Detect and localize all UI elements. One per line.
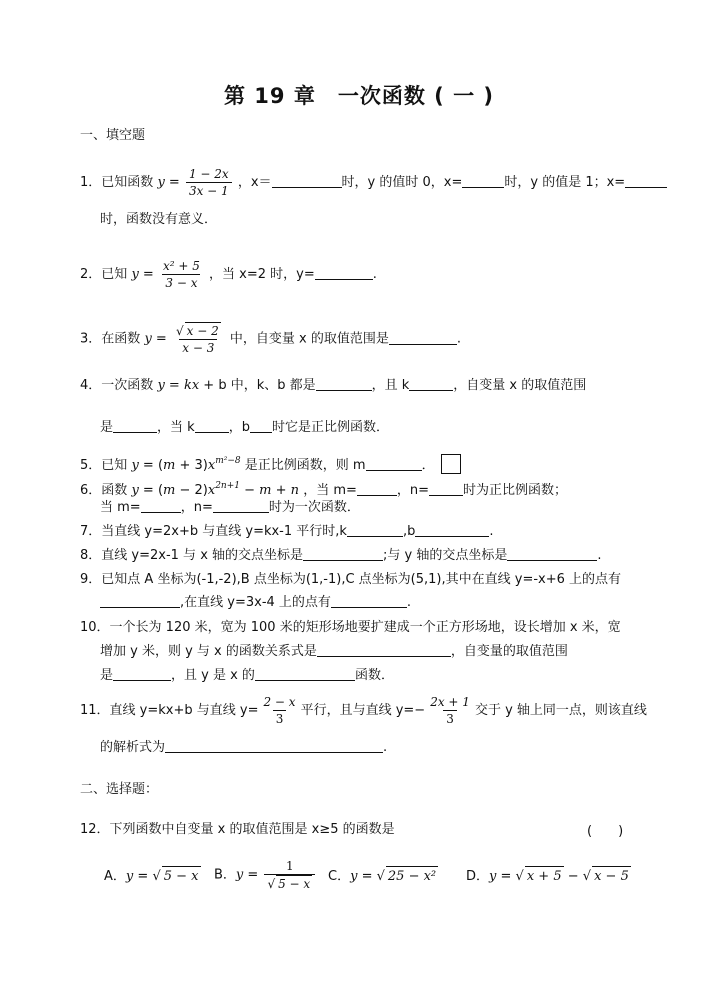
question-3: 3．在函数 y = $\frac{√ x - 2}{x - 3}$ 中，自变量 x 的取值范围是 .: [80, 324, 461, 355]
answer-blank[interactable]: [429, 481, 463, 496]
answer-blank[interactable]: [357, 481, 397, 496]
question-10: 10．一个长为 120 米，宽为 100 米的矩形场地要扩建成一个正方形场地，设长增加 x 米，宽: [80, 620, 621, 635]
question-4: 4．一次函数 y = kx + b 中，k、b 都是 ，且 k ，自变量 x 的取值范围: [80, 378, 587, 393]
fraction: $\frac{√ x - 2}{x - 3}$: [175, 324, 219, 355]
answer-blank[interactable]: [250, 418, 272, 433]
answer-blank[interactable]: [303, 546, 383, 561]
answer-blank[interactable]: [366, 456, 422, 471]
option-d[interactable]: D．y = √ x + 5 − √ x − 5: [466, 866, 631, 887]
option-a[interactable]: A．y = √ 5 − x: [104, 866, 201, 887]
question-10-cont: 增加 y 米，则 y 与 x 的函数关系式是 ，自变量的取值范围: [100, 644, 568, 659]
question-1: 1．已知函数 y = $\frac{1 - 2x}{3x - 1}$ ，x＝ 时，y 的值时 0，x= 时，y 的值是 1；x=: [80, 166, 667, 199]
question-6-cont: 当 m= ，n= 时为一次函数．: [100, 500, 360, 515]
question-8: 8．直线 y=2x-1 与 x 轴的交点坐标是 ;与 y 轴的交点坐标是 .: [80, 548, 602, 563]
answer-blank[interactable]: [625, 173, 667, 188]
question-9-cont: ,在直线 y=3x-4 上的点有 .: [100, 593, 411, 613]
answer-blank[interactable]: [507, 546, 597, 561]
question-11-cont: 的解析式为 .: [100, 740, 388, 755]
question-4-cont: 是 ，当 k ，b 时它是正比例函数．: [100, 420, 389, 435]
answer-blank[interactable]: [113, 418, 157, 433]
answer-blank[interactable]: [415, 522, 489, 537]
answer-blank[interactable]: [316, 376, 372, 391]
answer-paren[interactable]: ( ): [587, 824, 624, 839]
question-6: 6．函数 $y = (m - 2)x^{2n+1} - m + n$ ，当 m= ，n= 时为正比例函数；: [80, 481, 568, 498]
fraction: $\frac{2x + 1}{3}$: [430, 695, 470, 726]
question-1-cont: 时，函数没有意义．: [100, 212, 218, 227]
question-10-cont2: 是 ，且 y 是 x 的 函数．: [100, 668, 394, 683]
question-7: 7．当直线 y=2x+b 与直线 y=kx-1 平行时,k ,b .: [80, 524, 494, 539]
question-5: 5．已知 $y = (m + 3)x^{m^2-8}$ 是正比例函数，则 m ．: [80, 451, 461, 476]
fraction: $\frac{\text{x² + 5}}{3 - x}$: [162, 259, 200, 290]
option-b[interactable]: B．y = $\frac{1}{√ 5 - x}$: [214, 858, 317, 892]
answer-box[interactable]: [441, 454, 461, 474]
answer-blank[interactable]: [462, 173, 504, 188]
answer-blank[interactable]: [409, 376, 453, 391]
answer-blank[interactable]: [389, 330, 457, 345]
fraction: $\frac{1 - 2x}{3x - 1}$: [186, 166, 232, 199]
question-11: 11．直线 y=kx+b 与直线 y= $\frac{2 - x}{3}$ 平行，且与直线 y=− $\frac{2x + 1}{3}$ 交于 y 轴上同一点，则该直线: [80, 695, 647, 726]
answer-blank[interactable]: [317, 642, 451, 657]
answer-blank[interactable]: [195, 418, 229, 433]
question-12: 12．下列函数中自变量 x 的取值范围是 x≥5 的函数是: [80, 822, 395, 837]
answer-blank[interactable]: [315, 265, 373, 280]
page-title: 第 19 章 一次函数 ( 一 ): [224, 84, 494, 108]
answer-blank[interactable]: [331, 593, 407, 608]
answer-blank[interactable]: [100, 593, 180, 608]
section-choice-heading: 二、选择题：: [80, 782, 159, 797]
answer-blank[interactable]: [113, 666, 171, 681]
question-2: 2．已知 y = $\frac{\text{x² + 5}}{3 - x}$ ，当 x=2 时，y= .: [80, 259, 377, 290]
section-fill-heading: 一、填空题: [80, 128, 146, 143]
answer-blank[interactable]: [213, 498, 269, 513]
answer-blank[interactable]: [141, 498, 181, 513]
answer-blank[interactable]: [272, 173, 342, 188]
answer-blank[interactable]: [165, 738, 383, 753]
answer-blank[interactable]: [347, 522, 403, 537]
answer-blank[interactable]: [255, 666, 355, 681]
fraction: $\frac{2 - x}{3}$: [263, 695, 296, 726]
question-9: 9．已知点 A 坐标为(-1,-2),B 点坐标为(1,-1),C 点坐标为(5,1),其中在直线 y=-x+6 上的点有: [80, 572, 622, 587]
option-c[interactable]: C．y = √ 25 − x²: [328, 866, 438, 887]
